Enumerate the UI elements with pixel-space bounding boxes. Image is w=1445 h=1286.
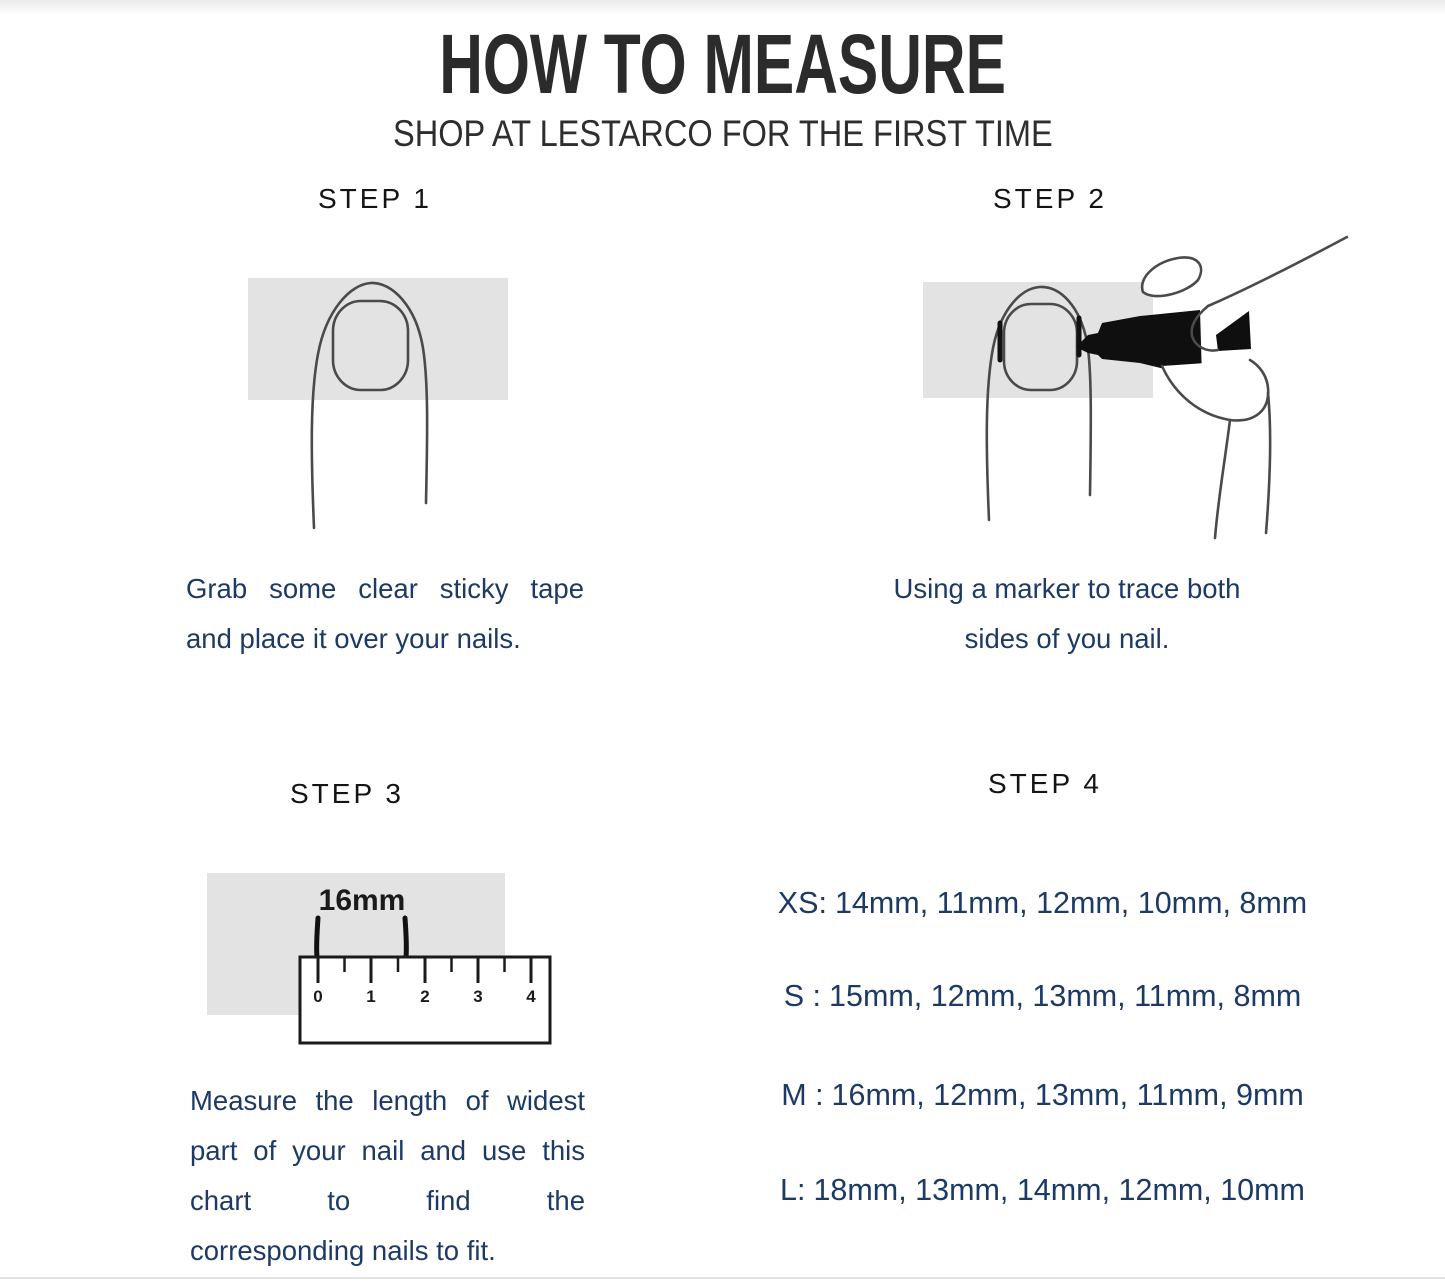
step1-text-line1: Grab some clear sticky tape xyxy=(186,573,584,604)
size-label-l: L: xyxy=(780,1173,806,1207)
step2-heading: STEP 2 xyxy=(993,183,1107,214)
wrist-line-left xyxy=(1215,420,1230,538)
step1-heading: STEP 1 xyxy=(318,183,432,214)
trace-mark-right xyxy=(405,918,406,957)
step2-marker-trace-illustration xyxy=(900,228,1350,540)
tape-rect xyxy=(248,278,508,400)
size-values-xs: 14mm, 11mm, 12mm, 10mm, 8mm xyxy=(834,886,1308,920)
size-row-m xyxy=(755,1078,1330,1113)
size-values-l: 18mm, 13mm, 14mm, 12mm, 10mm xyxy=(813,1173,1305,1207)
step3-text xyxy=(190,1076,585,1276)
step3-text-line3: chart to find the xyxy=(190,1185,585,1216)
size-row-s xyxy=(755,979,1330,1014)
step1-text xyxy=(186,564,584,664)
ruler-number-4: 4 xyxy=(526,987,536,1006)
size-label-s: S : xyxy=(783,979,822,1013)
step1-finger-tape-illustration xyxy=(240,266,540,540)
page-title: HOW TO MEASURE xyxy=(439,17,1006,111)
trace-mark-left xyxy=(317,918,318,957)
size-label-xs: XS: xyxy=(777,886,827,920)
size-values-m: 16mm, 12mm, 13mm, 11mm, 9mm xyxy=(831,1078,1304,1112)
step3-text-line2: part of your nail and use this xyxy=(190,1135,585,1166)
thumb-outline xyxy=(1208,237,1347,306)
step3-text-line4: corresponding nails to fit. xyxy=(190,1235,496,1266)
step2-text-line1: Using a marker to trace both xyxy=(893,573,1241,604)
ruler-number-0: 0 xyxy=(313,987,323,1006)
step4-heading: STEP 4 xyxy=(988,768,1102,799)
step1-text-line2: and place it over your nails. xyxy=(186,623,521,654)
measurement-label: 16mm xyxy=(318,884,406,917)
size-row-l xyxy=(755,1173,1330,1208)
bottom-divider xyxy=(0,1277,1445,1279)
fist-outline xyxy=(1162,360,1268,420)
ruler-number-2: 2 xyxy=(420,987,430,1006)
step3-ruler-illustration xyxy=(190,860,570,1060)
top-fade-strip xyxy=(0,0,1445,16)
page-subtitle: SHOP AT LESTARCO FOR THE FIRST TIME xyxy=(392,113,1053,154)
step3-heading: STEP 3 xyxy=(290,778,404,809)
step2-text xyxy=(857,564,1277,664)
step3-text-line1: Measure the length of widest xyxy=(190,1085,585,1116)
marker-cap-cone xyxy=(1216,311,1251,351)
ruler-number-3: 3 xyxy=(473,987,483,1006)
ruler-number-1: 1 xyxy=(366,987,376,1006)
thumbnail-outline xyxy=(1142,258,1201,297)
size-values-s: 15mm, 12mm, 13mm, 11mm, 8mm xyxy=(829,979,1302,1013)
size-row-xs xyxy=(755,886,1330,921)
wrist-line-right xyxy=(1266,393,1270,533)
step2-text-line2: sides of you nail. xyxy=(964,623,1170,654)
size-label-m: M : xyxy=(781,1078,824,1112)
